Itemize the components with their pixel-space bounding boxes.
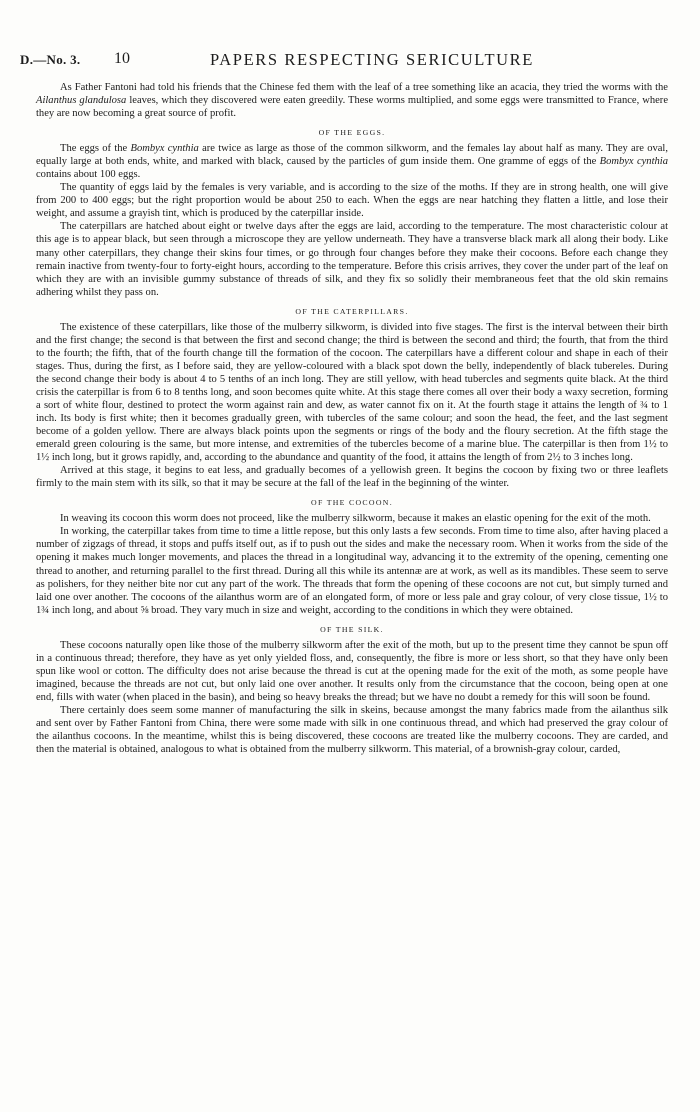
cocoon-paragraph-1: [36, 512, 668, 525]
text-run: The quantity of eggs laid by the females is very variable, and is according to the size of the moths. If they are in strong health, one will give from 200 to 400 eggs; but the right proportion would be about 250 to each. When the eggs are near hatching they flatten a little, and lose their weight, and assume a grayish tint, which is produced by the caterpillar inside.: [36, 182, 668, 220]
section-heading-caterpillars: OF THE CATERPILLARS.: [295, 306, 409, 316]
page-title: PAPERS RESPECTING SERICULTURE: [210, 50, 534, 69]
text-run: are twice as large as those of the common silkworm, and the females lay about half as many. They are oval, equally large at both ends, white, and marked with black, caused by the particles of gum inside them. One gramme of eggs of the: [36, 143, 668, 168]
eggs-paragraph-1: [36, 142, 668, 181]
document-reference: D.—No. 3.: [20, 52, 81, 67]
text-run: leaves, which they discovered were eaten greedily. These worms multiplied, and some eggs were transmitted to France, where they are now becoming a great source of profit.: [36, 95, 669, 120]
eggs-paragraph-2: [36, 181, 668, 220]
intro-paragraph: [36, 81, 668, 120]
cocoon-paragraph-2: [36, 525, 668, 616]
caterpillars-paragraph-1: [36, 321, 668, 465]
text-run: In weaving its cocoon this worm does not proceed, like the mulberry silkworm, because it makes an elastic opening for the exit of the moth.: [60, 513, 651, 525]
eggs-paragraph-3: [36, 220, 668, 298]
silk-paragraph-1: [36, 639, 668, 704]
italic-term: Ailanthus glandulosa: [36, 95, 127, 107]
text-run: These cocoons naturally open like those of the mulberry silkworm after the exit of the moth, but up to the present time they cannot be spun off in a continuous thread; therefore, they have as yet only yielded floss, and, consequently, the fibre is more or less short, so that they have only been spun like wool or cotton. The difficulty does not arise because the thread is cut at the opening made for the exit of the moth, as some people have imagined, because the threads are not cut, but only laid one over another. It results only from the circumstance that the cocoon, being open at one end, fills with water (when placed in the basin), and being so heavy breaks the thread; but we have no doubt a remedy for this will soon be found.: [36, 639, 668, 703]
page-number: 10: [114, 50, 130, 67]
text-run: There certainly does seem some manner of manufacturing the silk in skeins, because amongst the many fabrics made from the ailanthus silk and sent over by Father Fantoni from China, there were some made with silk in one continuous thread, and which had preserved the gray colour of the ailanthus cocoons. In the meantime, whilst this is being discovered, these cocoons are treated like the mulberry cocoons. They are carded, and then the material is obtained, analogous to what is obtained from the mulberry silkworm. This material, of a brownish-gray colour, carded,: [36, 704, 668, 756]
italic-term: Bombyx cynthia: [130, 143, 199, 155]
text-run: As Father Fantoni had told his friends that the Chinese fed them with the leaf of a tree something like an acacia, they tried the worms with the: [60, 82, 668, 93]
text-run: The caterpillars are hatched about eight or twelve days after the eggs are laid, according to the temperature. The most characteristic colour at this age is to appear black, but seen through a microscope they are yellow underneath. They have a transverse black mark all along their body. Like many other caterpillars, they change their skins four times, or go through four changes before they make their cocoons. Before each change they remain inactive from twenty-four to forty-eight hours, according to the temperature. Before this crisis arrives, they cover the under part of the leaf on which they are with an invisible gummy substance of threads of silk, and they fix so solidly their membraneous feet that the old skin remains adhering whilst they pass on.: [36, 221, 668, 298]
text-run: contains about 100 eggs.: [36, 169, 141, 181]
section-heading-silk: OF THE SILK.: [320, 624, 384, 634]
italic-term: Bombyx cynthia: [599, 156, 668, 168]
text-run: The eggs of the: [60, 143, 131, 155]
silk-paragraph-2: [36, 704, 668, 756]
section-heading-eggs: OF THE EGGS.: [318, 128, 386, 138]
text-run: The existence of these caterpillars, like those of the mulberry silkworm, is divided into five stages. The first is the interval between their birth and the first change; the second is that between the first and second change; the third is between the second and third; the fourth, that from the third to the fourth; the fifth, that of the fourth change till the formation of the cocoon. The caterpillars have a different colour and shape in each of their stages. Thus, during the first, as I before said, they are yellow-coloured with a black spot down the belly, independently of black tubereles. During the second change their body is about 4 to 5 tenths of an inch long. They are still yellow, with head tubercles and segments quite black. At the third crisis the caterpillar is from 6 to 8 tenths long, and soon becomes quite white. At this stage there comes all over their body a waxy secretion, forming a sort of white flour, destined to protect the worm against rain and dew, as water cannot fix on it. At the fourth stage it attains the length of ¾ to 1 inch. Its body is first white; then it becomes gradually green, with tubercles of the same colour; and soon the head, the feet, and the last segment become of a golden yellow. There are always black points upon the segments or rings of the body and the floury secretion. At the fifth stage the emerald green colouring is the same, but more intense, and extremities of the tubercles become of a marine blue. The caterpillar is then from 1½ to 1½ inch long, but it grows rapidly, and, according to the abundance and quantity of the food, it attains the length of from 2½ to 3 inches long.: [36, 321, 668, 464]
text-run: In working, the caterpillar takes from time to time a little repose, but this only lasts a few seconds. From time to time also, after having placed a number of zigzags of thread, it stops and puffs itself out, as if to push out the sides and make the necessary room. When it works from the side of the opening it makes much longer movements, and places the thread in a longitudinal way, advancing it to the extremity of the opening, cementing one thread to another, and returning parallel to the first thread. During all this while its antennæ are at work, as well as its mandibles. These seem to serve as polishers, for they neither bite nor cut any part of the work. The threads that form the opening of these cocoons are not cut, but simply turned and laid one over another. The cocoons of the ailanthus worm are of an elongated form, of more or less pale and gray colour, of very close tissue, 1½ to 1¾ inch long, and about ⅝ broad. They vary much in size and weight, according to the conditions in which they were obtained.: [36, 526, 668, 616]
text-run: Arrived at this stage, it begins to eat less, and gradually becomes of a yellowish green. It begins the cocoon by fixing two or three leaflets firmly to the main stem with its silk, so that it may be secure at the fall of the leaf in the beginning of the winter.: [36, 465, 668, 490]
caterpillars-paragraph-2: [36, 464, 668, 490]
section-heading-cocoon: OF THE COCOON.: [311, 498, 393, 508]
running-header: [20, 50, 668, 72]
